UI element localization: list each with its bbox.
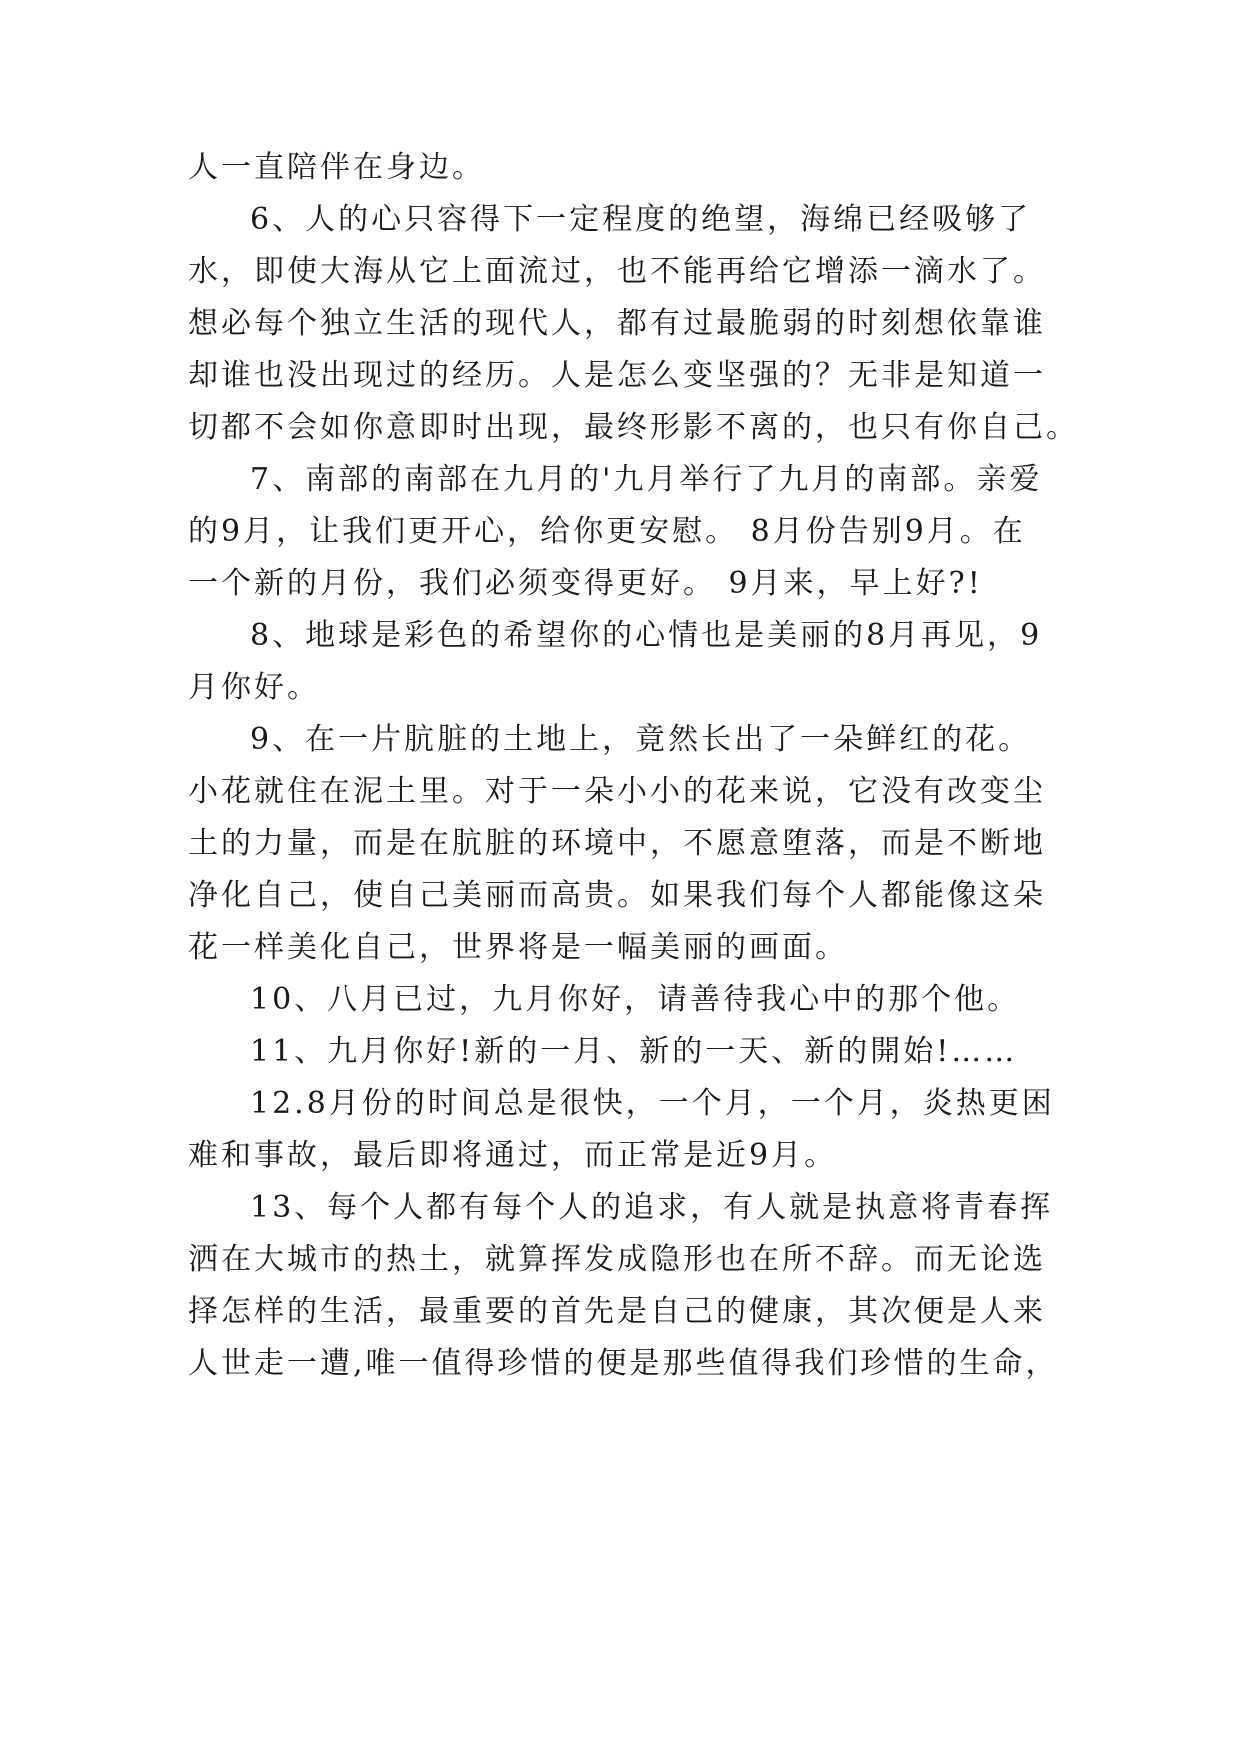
text-line: 水，即使大海从它上面流过，也不能再给它增添一滴水了。	[188, 254, 1046, 289]
paragraph-10: 10、八月已过，九月你好，请善待我心中的那个他。	[250, 982, 1021, 1017]
text-line: 择怎样的生活，最重要的首先是自己的健康，其次便是人来	[188, 1294, 1046, 1329]
paragraph-8-start: 8、地球是彩色的希望你的心情也是美丽的8月再见，9	[250, 618, 1043, 653]
text-line: 的9月，让我们更开心，给你更安慰。 8月份告别9月。在	[188, 514, 1026, 549]
text-line: 却谁也没出现过的经历。人是怎么变坚强的？无非是知道一	[188, 358, 1046, 393]
text-line: 切都不会如你意即时出现，最终形影不离的，也只有你自己。	[188, 410, 1079, 445]
text-line: 月你好。	[188, 670, 320, 705]
paragraph-7-start: 7、南部的南部在九月的'九月举行了九月的南部。亲爱	[250, 462, 1043, 497]
text-line: 净化自己，使自己美丽而高贵。如果我们每个人都能像这朵	[188, 878, 1046, 913]
paragraph-6-start: 6、人的心只容得下一定程度的绝望，海绵已经吸够了	[250, 202, 1032, 237]
text-line: 人一直陪伴在身边。	[188, 150, 485, 185]
text-line: 洒在大城市的热土，就算挥发成隐形也在所不辞。而无论选	[188, 1242, 1046, 1277]
text-line: 花一样美化自己，世界将是一幅美丽的画面。	[188, 930, 848, 965]
text-line: 人世走一遭,唯一值得珍惜的便是那些值得我们珍惜的生命，	[188, 1346, 1059, 1381]
paragraph-12-start: 12.8月份的时间总是很快，一个月，一个月，炎热更困	[250, 1086, 1055, 1121]
text-line: 土的力量，而是在肮脏的环境中，不愿意堕落，而是不断地	[188, 826, 1046, 861]
text-line: 小花就住在泥土里。对于一朵小小的花来说，它没有改变尘	[188, 774, 1046, 809]
paragraph-9-start: 9、在一片肮脏的土地上，竟然长出了一朵鲜红的花。	[250, 722, 1032, 757]
text-line: 难和事故，最后即将通过，而正常是近9月。	[188, 1138, 838, 1173]
paragraph-13-start: 13、每个人都有每个人的追求，有人就是执意将青春挥	[250, 1190, 1054, 1225]
paragraph-11: 11、九月你好!新的一月、新的一天、新的開始!……	[250, 1034, 1018, 1069]
text-line: 一个新的月份，我们必须变得更好。 9月来，早上好?!	[188, 566, 983, 601]
text-line: 想必每个独立生活的现代人，都有过最脆弱的时刻想依靠谁	[188, 306, 1046, 341]
